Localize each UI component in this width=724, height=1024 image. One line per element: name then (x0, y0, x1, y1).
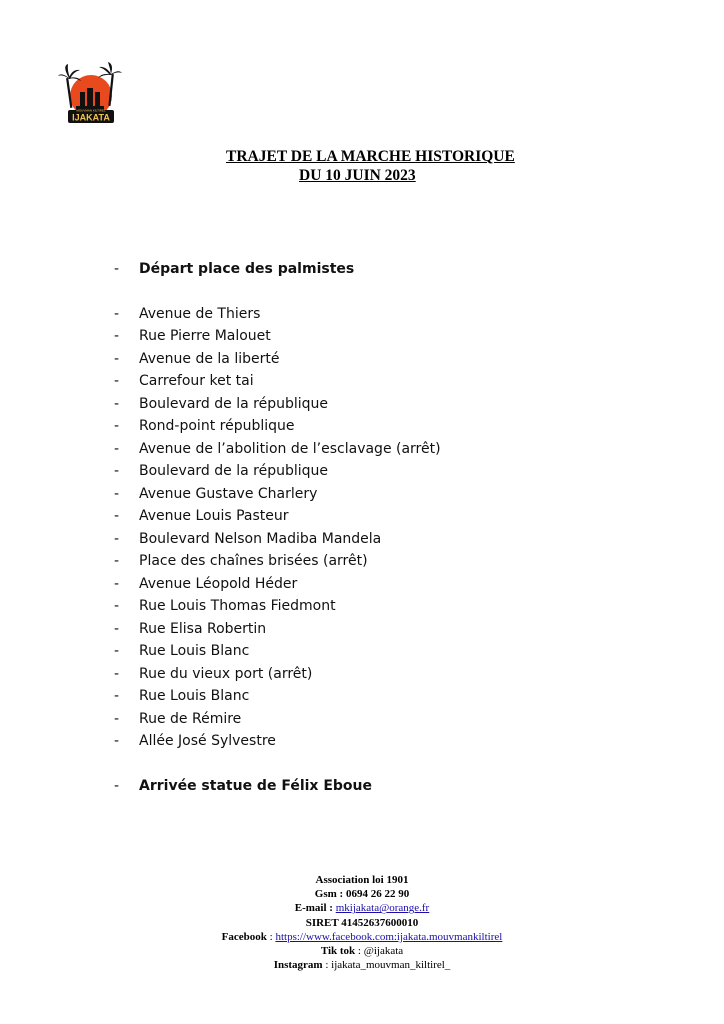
bullet-dash: - (114, 373, 120, 389)
ijakata-logo (58, 62, 122, 126)
bullet-dash: - (114, 710, 120, 727)
route-stop-label: Avenue de la liberté (139, 350, 280, 367)
bullet-dash: - (114, 733, 120, 749)
footer-facebook-label: Facebook (221, 930, 267, 943)
route-stop (114, 550, 674, 573)
route-stop-label: Rue de Rémire (139, 710, 242, 727)
footer-association: Association loi 1901 (315, 874, 409, 886)
route-stop (114, 528, 674, 551)
bullet-dash: - (114, 418, 120, 434)
footer-instagram-line (0, 958, 724, 972)
route-stop-label: Allée José Sylvestre (139, 733, 276, 749)
route-start (114, 258, 674, 281)
route-stop (114, 595, 674, 618)
footer-instagram-label: Instagram (273, 959, 323, 972)
route-stop (114, 348, 674, 371)
route-stop (114, 303, 674, 326)
bullet-dash: - (114, 553, 120, 569)
route-stop-label: Avenue de l’abolition de l’esclavage (arrêt) (139, 440, 441, 457)
route-stop-label: Avenue Gustave Charlery (139, 485, 318, 502)
route-stop-label: Rue Pierre Malouet (139, 328, 271, 344)
footer-email-link[interactable]: mkijakata@orange.fr (335, 902, 430, 915)
footer-facebook-line (0, 930, 724, 944)
route-stop-label: Boulevard de la république (139, 395, 328, 412)
bullet-dash: - (114, 530, 120, 547)
route-stops (114, 303, 674, 753)
logo-subtext: MOUVMAN KILTIREL (76, 108, 106, 113)
footer-facebook-sep: : (266, 930, 276, 943)
route-stop (114, 618, 674, 641)
route-stop-label: Rue Elisa Robertin (139, 620, 267, 637)
route-stop-label: Avenue de Thiers (139, 305, 261, 322)
bullet-dash: - (114, 508, 120, 524)
title-line-1: TRAJET DE LA MARCHE HISTORIQUE (226, 148, 515, 165)
bullet-dash: - (114, 305, 120, 322)
route-stop-label: Avenue Louis Pasteur (139, 508, 289, 524)
bullet-dash: - (114, 620, 120, 637)
bullet-dash: - (114, 665, 120, 682)
bullet-dash: - (114, 643, 120, 659)
footer-instagram-value: : ijakata_mouvman_kiltirel_ (322, 959, 451, 972)
route-stop (114, 415, 674, 438)
route-stop-label: Rond-point république (139, 418, 295, 434)
route-stop-label: Rue Louis Thomas Fiedmont (139, 598, 336, 614)
footer-facebook-link[interactable]: https://www.facebook.com:ijakata.mouvmankiltirel (275, 930, 503, 943)
route-stop-label: Rue du vieux port (arrêt) (139, 665, 313, 682)
route-start-label: Départ place des palmistes (139, 261, 355, 277)
logo-text: IJAKATA (72, 112, 110, 123)
footer-siret: SIRET 41452637600010 (305, 916, 419, 929)
route-stop (114, 505, 674, 528)
bullet-dash: - (114, 261, 120, 277)
bullet-dash: - (114, 395, 120, 412)
route-stop (114, 640, 674, 663)
route-stop (114, 325, 674, 348)
route-stop-label: Boulevard de la république (139, 463, 328, 479)
bullet-dash: - (114, 777, 120, 794)
bullet-dash: - (114, 350, 120, 367)
spacer (114, 281, 674, 303)
route-stop-label: Rue Louis Blanc (139, 643, 250, 659)
bullet-dash: - (114, 485, 120, 502)
footer-email-line (0, 901, 724, 915)
route-stop (114, 460, 674, 483)
route-stop (114, 370, 674, 393)
route-stop (114, 573, 674, 596)
footer-tiktok-line (0, 944, 724, 958)
route-stop-label: Place des chaînes brisées (arrêt) (139, 553, 368, 569)
bullet-dash: - (114, 598, 120, 614)
footer-gsm: Gsm : 0694 26 22 90 (314, 888, 410, 901)
footer-tiktok-label: Tik tok (320, 945, 356, 958)
route-end-label: Arrivée statue de Félix Eboue (139, 777, 372, 794)
bullet-dash: - (114, 328, 120, 344)
footer (0, 873, 724, 972)
footer-tiktok-value: : @ijakata (355, 945, 404, 958)
route-stop (114, 483, 674, 506)
route-stop (114, 438, 674, 461)
bullet-dash: - (114, 688, 120, 704)
bullet-dash: - (114, 440, 120, 457)
route-list (114, 258, 674, 797)
route-stop-label: Avenue Léopold Héder (139, 575, 298, 592)
route-stop (114, 708, 674, 731)
route-stop-label: Carrefour ket tai (139, 373, 254, 389)
bullet-dash: - (114, 575, 120, 592)
route-stop (114, 393, 674, 416)
spacer (114, 753, 674, 775)
route-stop-label: Boulevard Nelson Madiba Mandela (139, 530, 382, 547)
route-stop (114, 663, 674, 686)
route-stop (114, 685, 674, 708)
title-line-2: DU 10 JUIN 2023 (299, 167, 416, 184)
route-end (114, 775, 674, 798)
route-stop (114, 730, 674, 753)
route-stop-label: Rue Louis Blanc (139, 688, 250, 704)
bullet-dash: - (114, 463, 120, 479)
footer-email-label: E-mail : (294, 902, 333, 915)
